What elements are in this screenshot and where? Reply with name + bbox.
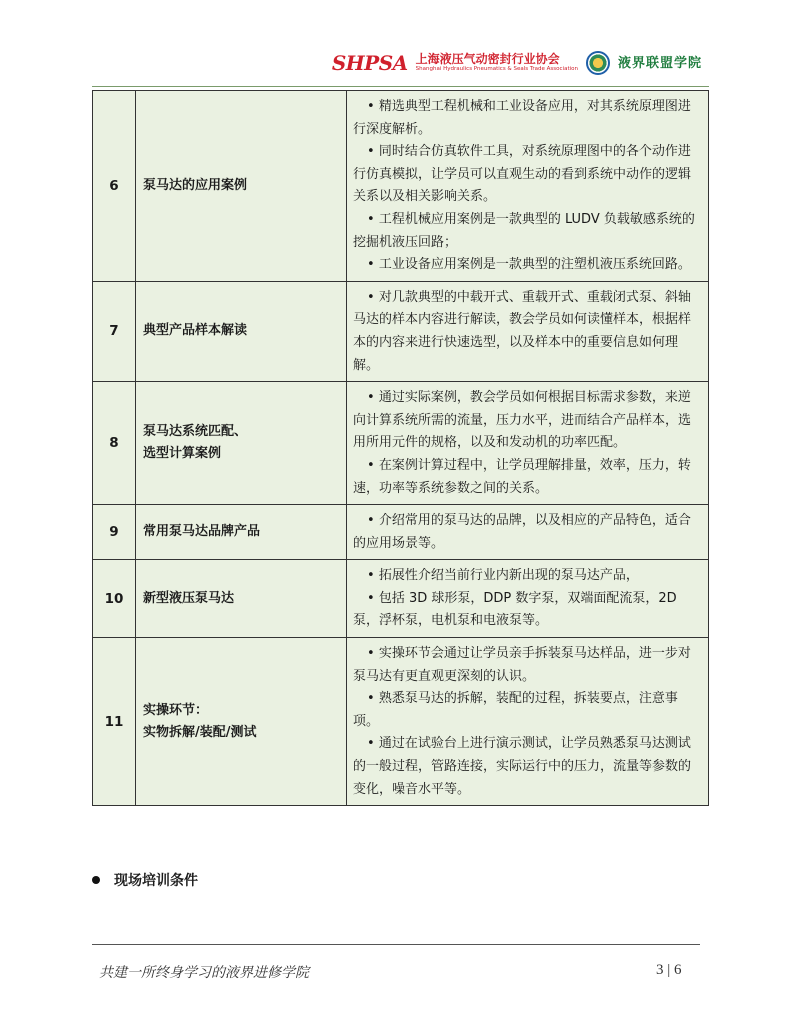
table-row bbox=[93, 382, 709, 505]
bullet-point: • 介绍常用的泵马达的品牌，以及相应的产品特色，适合的应用场景等。 bbox=[353, 510, 700, 555]
table-row bbox=[93, 505, 709, 560]
row-topic bbox=[136, 505, 347, 560]
bullet-point: • 通过在试验台上进行演示测试，让学员熟悉泵马达测试的一般过程，管路连接，实际运行中的压力，流量等参数的变化，噪音水平等。 bbox=[353, 733, 700, 801]
topic-line: 新型液压泵马达 bbox=[143, 590, 235, 606]
row-description bbox=[347, 281, 709, 381]
table-row bbox=[93, 281, 709, 381]
academy-name: 液界联盟学院 bbox=[617, 55, 702, 71]
row-description bbox=[347, 91, 709, 282]
bullet-point: • 通过实际案例，教会学员如何根据目标需求参数，来逆向计算系统所需的流量，压力水平，进而结合产品样本，选用所用元件的规格，以及和发动机的功率匹配。 bbox=[353, 387, 700, 455]
row-topic bbox=[136, 638, 347, 806]
row-description bbox=[347, 382, 709, 505]
bullet-point: • 精选典型工程机械和工业设备应用，对其系统原理图进行深度解析。 bbox=[353, 96, 700, 141]
footer-divider bbox=[92, 944, 700, 945]
page-header bbox=[332, 44, 702, 82]
topic-line: 典型产品样本解读 bbox=[143, 323, 248, 339]
topic-line: 实操环节： bbox=[143, 702, 209, 718]
row-topic bbox=[136, 560, 347, 638]
academy-emblem-icon bbox=[586, 51, 610, 75]
bullet-point: • 拓展性介绍当前行业内新出现的泵马达产品， bbox=[353, 565, 700, 588]
header-divider bbox=[92, 86, 709, 87]
academy-logo bbox=[618, 57, 702, 70]
association-name bbox=[416, 53, 578, 73]
shpsa-logo: SHPSA bbox=[331, 51, 408, 75]
bullet-point: • 包括 3D 球形泵，DDP 数字泵，双端面配流泵，2D 泵，浮杯泵，电机泵和电液泵等。 bbox=[353, 588, 700, 633]
bullet-point: • 工程机械应用案例是一款典型的 LUDV 负载敏感系统的挖掘机液压回路； bbox=[353, 209, 700, 254]
topic-line: 实物拆解/装配/测试 bbox=[143, 724, 257, 740]
bullet-point: • 熟悉泵马达的拆解，装配的过程，拆装要点，注意事项。 bbox=[353, 688, 700, 733]
bullet-point: • 对几款典型的中载开式、重载开式、重载闭式泵、斜轴马达的样本内容进行解读，教会学员如何读懂样本，根据样本的内容来进行快速选型，以及样本中的重要信息如何理解。 bbox=[353, 287, 700, 377]
row-number: 11 bbox=[93, 638, 136, 806]
course-table bbox=[92, 90, 709, 806]
footer-motto: 共建一所终身学习的液界进修学院 bbox=[99, 965, 309, 981]
association-name-cn: 上海液压气动密封行业协会 bbox=[415, 52, 560, 67]
bullet-point: • 工业设备应用案例是一款典型的注塑机液压系统回路。 bbox=[353, 254, 700, 277]
row-number: 6 bbox=[93, 91, 136, 282]
row-number: 9 bbox=[93, 505, 136, 560]
bullet-point: • 实操环节会通过让学员亲手拆装泵马达样品，进一步对泵马达有更直观更深刻的认识。 bbox=[353, 643, 700, 688]
row-description bbox=[347, 505, 709, 560]
row-number: 7 bbox=[93, 281, 136, 381]
row-description bbox=[347, 560, 709, 638]
table-row bbox=[93, 91, 709, 282]
row-number: 8 bbox=[93, 382, 136, 505]
topic-line: 泵马达的应用案例 bbox=[143, 177, 248, 193]
page-number: 3 | 6 bbox=[656, 962, 682, 978]
topic-line: 泵马达系统匹配、 bbox=[143, 424, 248, 440]
topic-line: 常用泵马达品牌产品 bbox=[143, 524, 261, 540]
bullet-icon bbox=[92, 876, 100, 884]
table-row bbox=[93, 560, 709, 638]
topic-line: 选型计算案例 bbox=[143, 446, 222, 462]
bullet-point: • 在案例计算过程中，让学员理解排量，效率，压力，转速，功率等系统参数之间的关系。 bbox=[353, 455, 700, 500]
row-topic bbox=[136, 281, 347, 381]
section-title: 现场培训条件 bbox=[114, 873, 198, 889]
table-row bbox=[93, 638, 709, 806]
row-number: 10 bbox=[93, 560, 136, 638]
row-topic bbox=[136, 91, 347, 282]
association-name-en: Shanghai Hydraulics Pneumatics & Seals Trade Association bbox=[415, 66, 578, 73]
section-heading bbox=[92, 870, 198, 890]
bullet-point: • 同时结合仿真软件工具，对系统原理图中的各个动作进行仿真模拟，让学员可以直观生动的看到系统中动作的逻辑关系以及相关影响关系。 bbox=[353, 141, 700, 209]
row-topic bbox=[136, 382, 347, 505]
row-description bbox=[347, 638, 709, 806]
